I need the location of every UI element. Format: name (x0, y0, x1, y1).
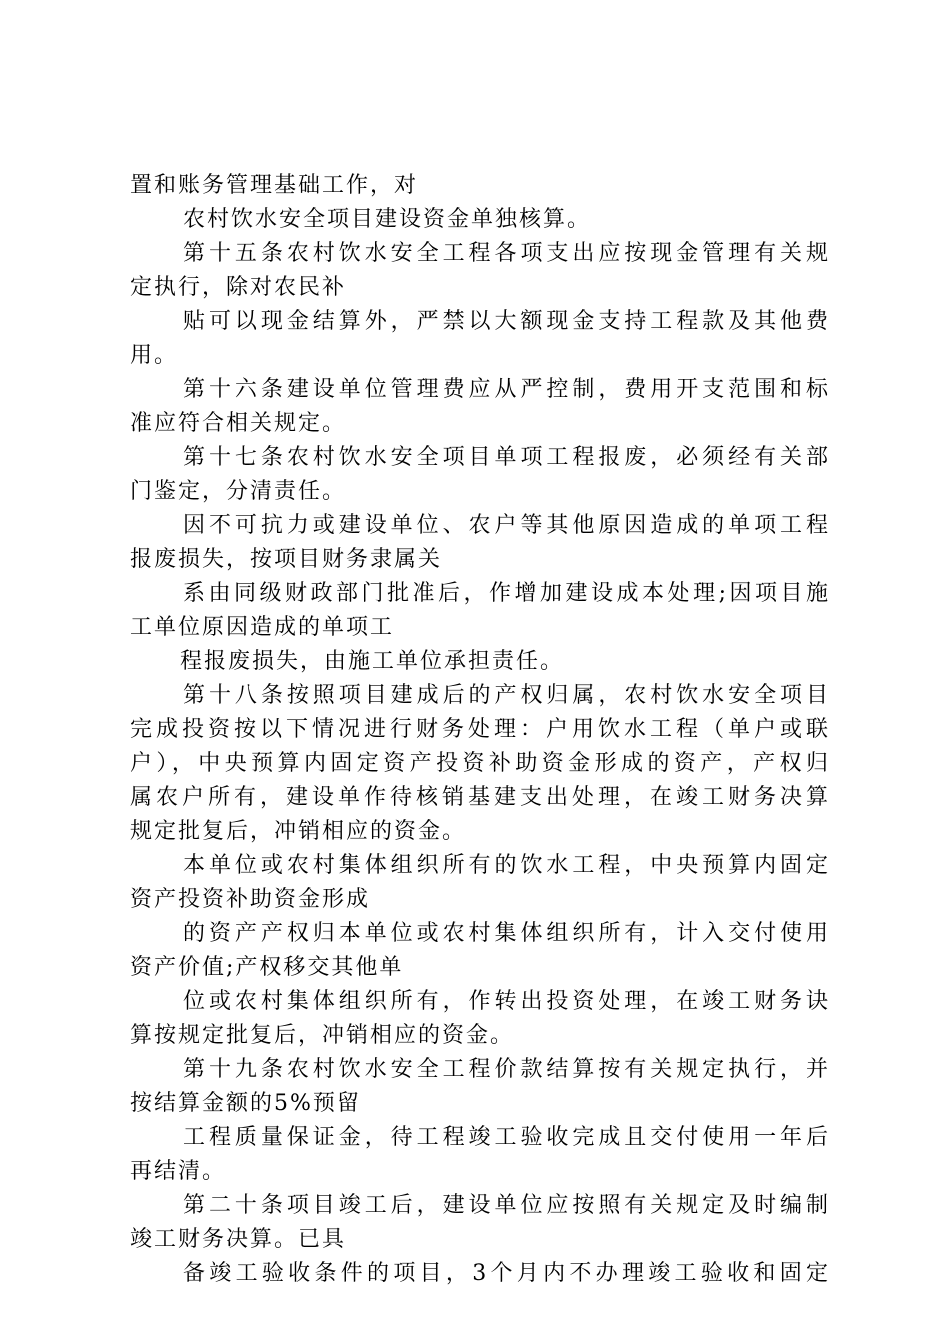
text-line: 定执行，除对农民补 (130, 275, 347, 300)
text-line: 准应符合相关规定。 (130, 411, 347, 436)
text-line: 农村饮水安全项目建设资金单独核算。 (183, 207, 592, 232)
text-line: 备竣工验收条件的项目，3个月内不办理竣工验收和固定 (183, 1261, 828, 1286)
text-line: 置和账务管理基础工作，对 (130, 173, 419, 198)
text-line: 报废损失，按项目财务隶属关 (130, 547, 443, 572)
text-line: 工程质量保证金，待工程竣工验收完成且交付使用一年后 (183, 1125, 828, 1150)
text-line: 竣工财务决算。已具 (130, 1227, 347, 1252)
text-line: 户），中央预算内固定资产投资补助资金形成的资产，产权归 (130, 751, 828, 776)
text-line: 属农户所有，建设单作待核销基建支出处理，在竣工财务决算 (130, 785, 828, 810)
text-line: 资产价值;产权移交其他单 (130, 955, 404, 980)
text-line: 按结算金额的5%预留 (130, 1091, 361, 1116)
text-line: 位或农村集体组织所有，作转出投资处理，在竣工财务诀 (183, 989, 828, 1014)
text-line: 算按规定批复后，冲销相应的资金。 (130, 1023, 515, 1048)
text-line: 的资产产权归本单位或农村集体组织所有，计入交付使用 (183, 921, 828, 946)
text-line: 完成投资按以下情况进行财务处理：户用饮水工程（单户或联 (130, 717, 828, 742)
text-line: 第十七条农村饮水安全项目单项工程报废，必须经有关部 (183, 445, 828, 470)
text-line: 用。 (130, 343, 179, 368)
text-line: 资产投资补助资金形成 (130, 887, 371, 912)
text-line: 第二十条项目竣工后，建设单位应按照有关规定及时编制 (183, 1193, 828, 1218)
text-line: 再结清。 (130, 1159, 227, 1184)
text-line: 贴可以现金结算外，严禁以大额现金支持工程款及其他费 (183, 309, 828, 334)
text-line: 规定批复后，冲销相应的资金。 (130, 819, 467, 844)
text-line: 工单位原因造成的单项工 (130, 615, 395, 640)
text-line: 程报废损失，由施工单位承担责任。 (180, 649, 565, 674)
text-line: 第十五条农村饮水安全工程各项支出应按现金管理有关规 (183, 241, 828, 266)
text-line: 第十六条建设单位管理费应从严控制，费用开支范围和标 (183, 377, 828, 402)
text-line: 因不可抗力或建设单位、农户等其他原因造成的单项工程 (183, 513, 828, 538)
text-line: 系由同级财政部门批准后，作增加建设成本处理;因项目施 (183, 581, 828, 606)
text-line: 第十九条农村饮水安全工程价款结算按有关规定执行，并 (183, 1057, 828, 1082)
text-line: 第十八条按照项目建成后的产权归属，农村饮水安全项目 (183, 683, 828, 708)
text-line: 门鉴定，分清责任。 (130, 479, 347, 504)
text-line: 本单位或农村集体组织所有的饮水工程，中央预算内固定 (183, 853, 828, 878)
